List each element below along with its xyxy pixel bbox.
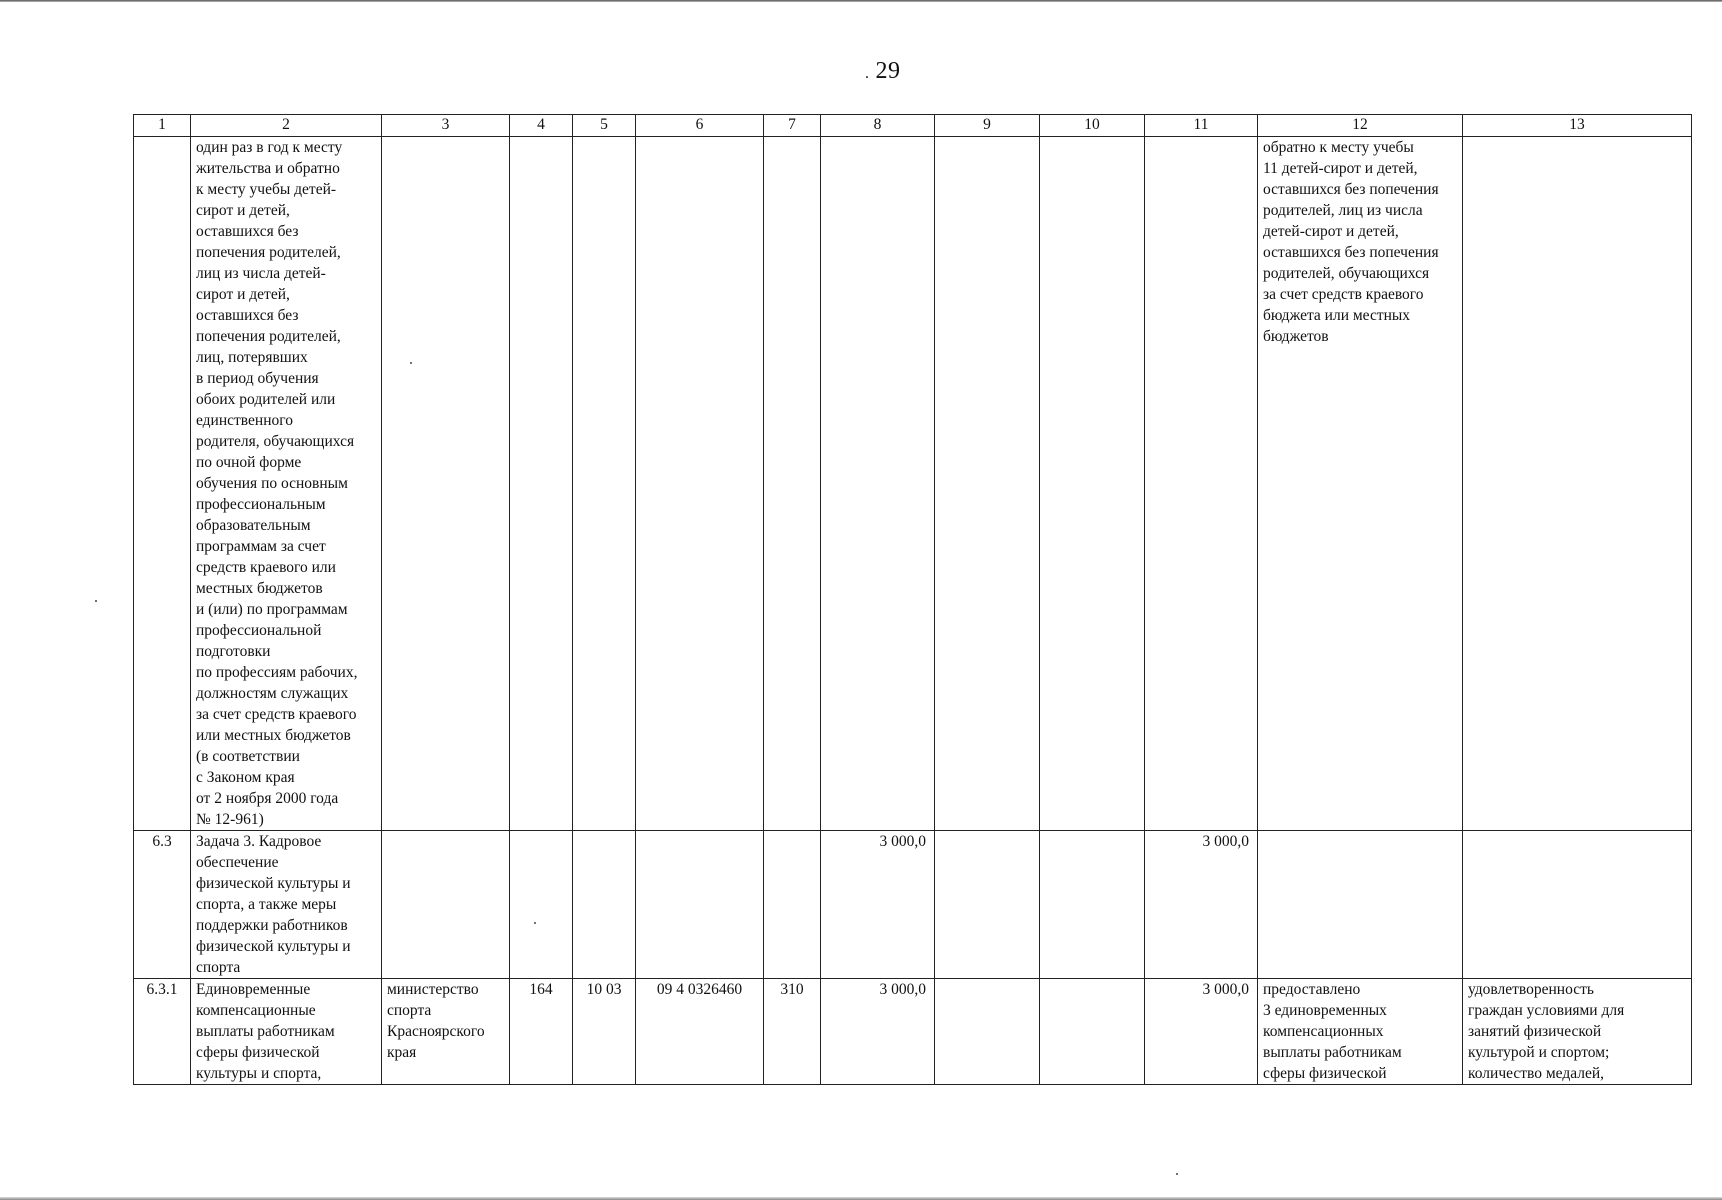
scan-mark: . xyxy=(865,65,870,82)
cell-col-8: 3 000,0 xyxy=(821,831,935,979)
cell-col-11: 3 000,0 xyxy=(1145,831,1258,979)
cell-col-9 xyxy=(935,137,1040,831)
table-row xyxy=(134,137,1692,831)
cell-administrator xyxy=(382,831,510,979)
header-col-8: 8 xyxy=(821,115,935,137)
cell-col-10 xyxy=(1040,979,1145,1085)
cell-col-7 xyxy=(764,831,821,979)
scan-speck xyxy=(1176,1173,1178,1175)
cell-col-4: 164 xyxy=(510,979,573,1085)
cell-description: один раз в год к месту жительства и обратно к месту учебы детей- сирот и детей, оставшихся без попечения родителей, лиц из числа детей- сирот и детей, оставшихся без попечения родителей, лиц, потерявших в период обучения обоих родителей или единственного родителя, обучающихся по очной форме обучения по основным профессиональным образовательным программам за счет средств краевого или местных бюджетов и (или) по программам профессиональной подготовки по профессиям рабочих, должностям служащих за счет средств краевого или местных бюджетов (в соответствии с Законом края от 2 ноября 2000 года № 12-961) xyxy=(191,137,382,831)
cell-col-7: 310 xyxy=(764,979,821,1085)
cell-col-11: 3 000,0 xyxy=(1145,979,1258,1085)
table-row xyxy=(134,831,1692,979)
cell-col-8: 3 000,0 xyxy=(821,979,935,1085)
table-row xyxy=(134,979,1692,1085)
header-col-9: 9 xyxy=(935,115,1040,137)
cell-col-9 xyxy=(935,979,1040,1085)
header-col-10: 10 xyxy=(1040,115,1145,137)
cell-col-5 xyxy=(573,137,636,831)
header-col-4: 4 xyxy=(510,115,573,137)
cell-administrator xyxy=(382,137,510,831)
header-col-2: 2 xyxy=(191,115,382,137)
page-number xyxy=(865,58,901,85)
scan-speck xyxy=(95,600,97,602)
cell-col-6: 09 4 0326460 xyxy=(636,979,764,1085)
header-col-3: 3 xyxy=(382,115,510,137)
cell-col-7 xyxy=(764,137,821,831)
cell-result xyxy=(1258,831,1463,979)
cell-col-5 xyxy=(573,831,636,979)
cell-col-6 xyxy=(636,137,764,831)
header-col-13: 13 xyxy=(1463,115,1692,137)
cell-indicator xyxy=(1463,831,1692,979)
cell-col-10 xyxy=(1040,831,1145,979)
cell-col-9 xyxy=(935,831,1040,979)
cell-indicator xyxy=(1463,137,1692,831)
header-col-6: 6 xyxy=(636,115,764,137)
cell-description: Задача 3. Кадровое обеспечение физической культуры и спорта, а также меры поддержки работников физической культуры и спорта xyxy=(191,831,382,979)
table-header-row xyxy=(134,115,1692,137)
cell-result: обратно к месту учебы 11 детей-сирот и детей, оставшихся без попечения родителей, лиц из числа детей-сирот и детей, оставшихся без попечения родителей, обучающихся за счет средств краевого бюджета или местных бюджетов xyxy=(1258,137,1463,831)
page-number-value: 29 xyxy=(875,58,901,84)
cell-col-6 xyxy=(636,831,764,979)
header-col-12: 12 xyxy=(1258,115,1463,137)
cell-description: Единовременные компенсационные выплаты работникам сферы физической культуры и спорта, xyxy=(191,979,382,1085)
cell-col-10 xyxy=(1040,137,1145,831)
cell-col-5: 10 03 xyxy=(573,979,636,1085)
cell-col-4 xyxy=(510,137,573,831)
cell-number xyxy=(134,137,191,831)
cell-result: предоставлено 3 единовременных компенсационных выплаты работникам сферы физической xyxy=(1258,979,1463,1085)
cell-col-4 xyxy=(510,831,573,979)
scan-edge-top xyxy=(0,0,1722,2)
cell-number: 6.3.1 xyxy=(134,979,191,1085)
cell-indicator: удовлетворенность граждан условиями для занятий физической культурой и спортом; количество медалей, xyxy=(1463,979,1692,1085)
header-col-11: 11 xyxy=(1145,115,1258,137)
cell-col-8 xyxy=(821,137,935,831)
cell-number: 6.3 xyxy=(134,831,191,979)
budget-table xyxy=(133,114,1692,1085)
header-col-1: 1 xyxy=(134,115,191,137)
cell-col-11 xyxy=(1145,137,1258,831)
cell-administrator: министерство спорта Красноярского края xyxy=(382,979,510,1085)
header-col-5: 5 xyxy=(573,115,636,137)
header-col-7: 7 xyxy=(764,115,821,137)
